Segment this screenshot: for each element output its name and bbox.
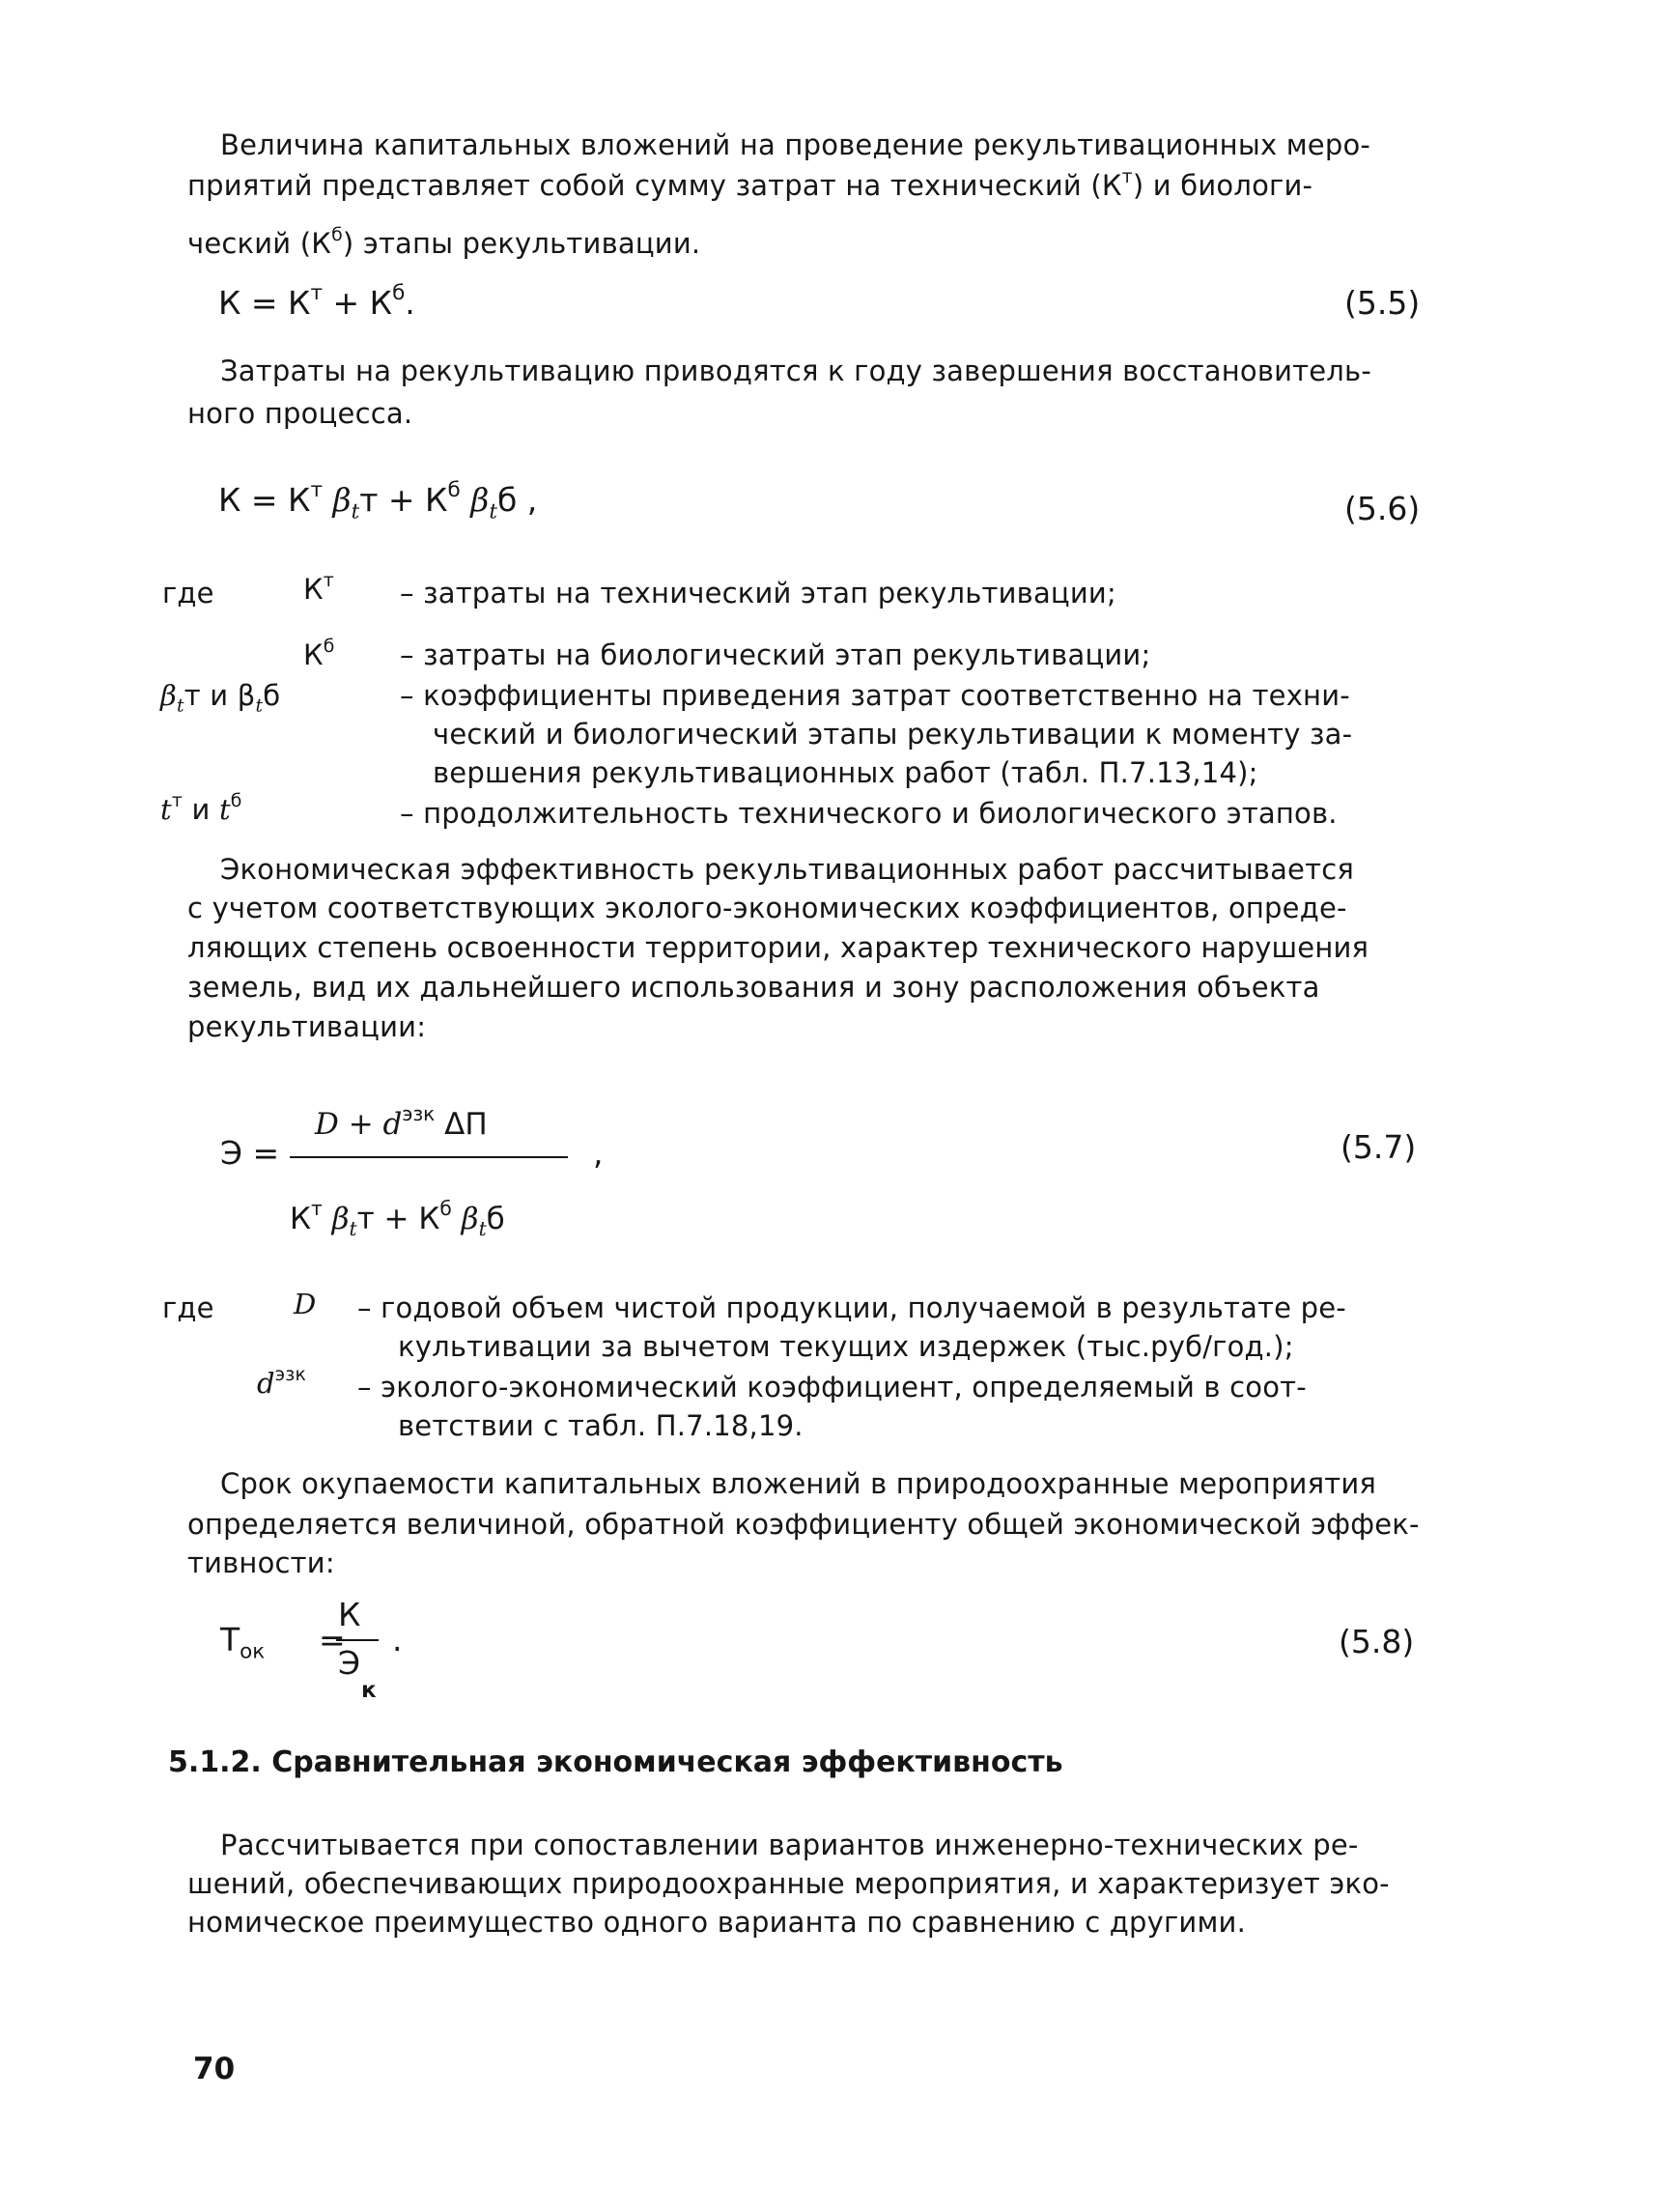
para3-line4: земель, вид их дальнейшего использования и зону расположения объекта [187, 971, 1320, 1004]
where1-word: где [162, 577, 214, 610]
equation-5-6: $К = К^т$ $\beta_tт + К^б$ $\beta_tб$ , [218, 478, 538, 525]
equation-5-8-fraction-bar [336, 1639, 379, 1641]
para2-line2: ного процесса. [187, 397, 413, 430]
equation-5-7-denominator: $К^т$ $\beta_tт + К^б$ $\beta_tб$ [290, 1196, 505, 1241]
para3-line2: с учетом соответствующих эколого-экономических коэффициентов, опреде- [187, 892, 1347, 924]
para4-line2: определяется величиной, обратной коэффициенту общей экономической эффек- [187, 1508, 1420, 1541]
equation-5-8-number: (5.8) [1339, 1623, 1415, 1660]
where2-text-d-2: культивации за вычетом текущих издержек (тыс.руб/год.); [398, 1330, 1294, 1363]
equation-5-7-number: (5.7) [1340, 1128, 1417, 1166]
equation-5-8-dot: . [392, 1621, 403, 1659]
para4-line3: тивности: [187, 1546, 335, 1579]
para1-line1: Величина капитальных вложений на проведение рекультивационных меро- [220, 128, 1371, 161]
equation-5-7-numerator: $D + d^{эзк}$ ΔП [315, 1101, 488, 1142]
where1-symbol-kb: $К^б$ [303, 636, 335, 671]
equation-5-6-number: (5.6) [1344, 490, 1421, 527]
equation-5-8-denominator: Э [338, 1644, 361, 1682]
where1-symbol-t: $t^т$ и $t^б$ [160, 790, 242, 826]
section-heading: 5.1.2. Сравнительная экономическая эффективность [168, 1745, 1063, 1779]
para1-line2: приятий представляет собой сумму затрат на технический $(К^т)$ и биологи- [187, 166, 1313, 202]
equation-5-8-lhs: $Т_{ок}$ [220, 1621, 266, 1664]
equation-5-5: $К = К^т + К^б$. [218, 281, 415, 322]
where1-text-kt: – затраты на технический этап рекультивации; [400, 577, 1116, 610]
equation-5-8-equals: = [319, 1621, 346, 1659]
equation-5-5-number: (5.5) [1344, 284, 1421, 322]
equation-5-7-lhs: Э = [220, 1134, 280, 1172]
where2-symbol-deek: $d^{эзк}$ [257, 1364, 307, 1400]
where1-symbol-beta: $\beta_tт$ и $\beta_tб$ [160, 679, 281, 717]
where2-text-d-1: – годовой объем чистой продукции, получаемой в результате ре- [357, 1291, 1346, 1324]
where2-symbol-d: D [294, 1288, 317, 1320]
para4-line1: Срок окупаемости капитальных вложений в природоохранные мероприятия [220, 1467, 1377, 1500]
where1-text-t: – продолжительность технического и биологического этапов. [400, 797, 1338, 830]
where1-symbol-kt: $К^т$ [303, 570, 334, 606]
para3-line3: ляющих степень освоенности территории, характер технического нарушения [187, 931, 1369, 964]
where2-text-deek-1: – эколого-экономический коэффициент, определяемый в соот- [357, 1371, 1307, 1404]
equation-5-8-den-sub: к [361, 1678, 377, 1703]
where1-text-beta-1: – коэффициенты приведения затрат соответственно на техни- [400, 679, 1350, 712]
para1-line3: ческий $(К^б)$ этапы рекультивации. [187, 224, 701, 260]
para3-line5: рекультивации: [187, 1010, 427, 1043]
para2-line1: Затраты на рекультивацию приводятся к году завершения восстановитель- [220, 354, 1371, 387]
where1-text-kb: – затраты на биологический этап рекультивации; [400, 638, 1151, 671]
page-number: 70 [193, 2052, 236, 2086]
section-line2: шений, обеспечивающих природоохранные мероприятия, и характеризует эко- [187, 1867, 1390, 1900]
where2-word: где [162, 1291, 214, 1324]
section-line3: номическое преимущество одного варианта по сравнению с другими. [187, 1906, 1247, 1939]
where2-text-deek-2: ветствии с табл. П.7.18,19. [398, 1409, 804, 1442]
where1-text-beta-3: вершения рекультивационных работ (табл. П.7.13,14); [433, 756, 1258, 789]
section-line1: Рассчитывается при сопоставлении вариантов инженерно-технических ре- [220, 1829, 1359, 1861]
equation-5-7-fraction-bar [290, 1156, 568, 1158]
where1-text-beta-2: ческий и биологический этапы рекультивации к моменту за- [433, 718, 1353, 751]
equation-5-7-comma: , [593, 1134, 604, 1172]
equation-5-8-numerator: К [338, 1596, 361, 1633]
para3-line1: Экономическая эффективность рекультивационных работ рассчитывается [220, 853, 1354, 886]
